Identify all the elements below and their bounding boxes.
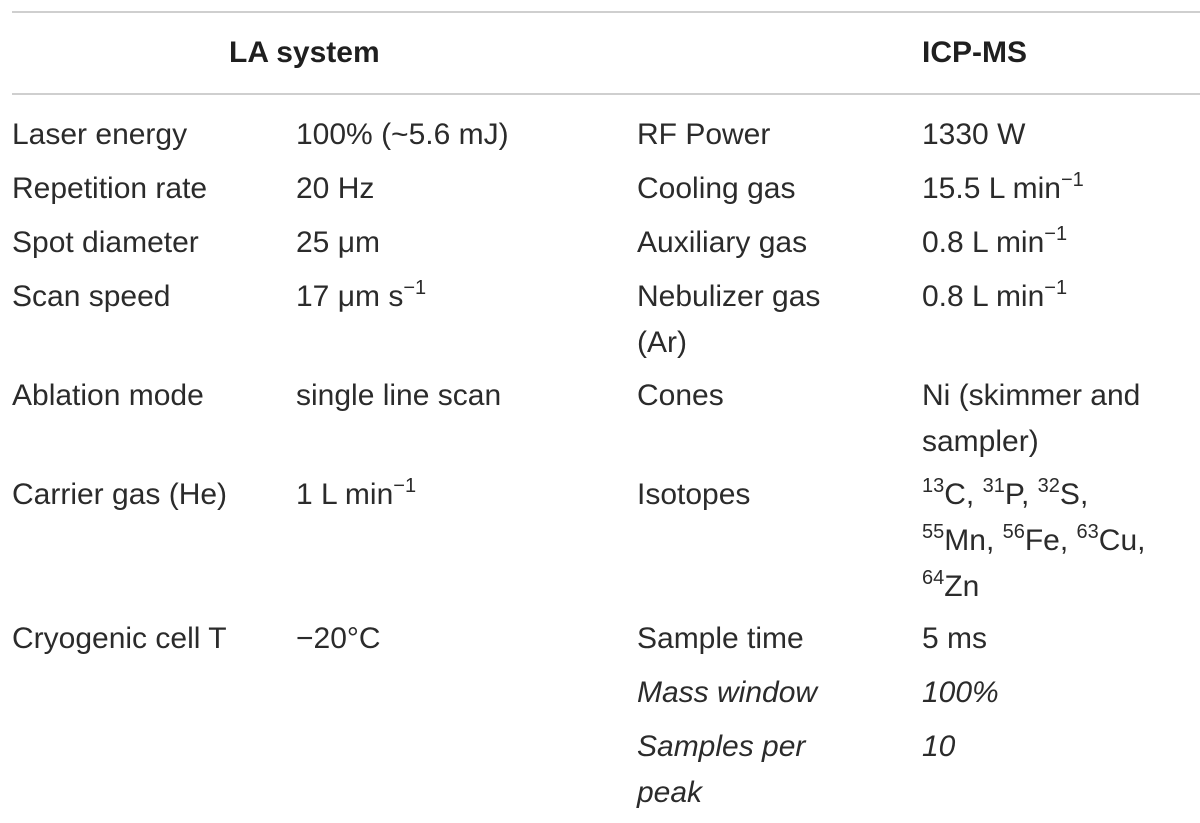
icp-value-rf-power: 1330 W [922,118,1026,151]
scan-speed-value-text: 17 μm s [296,280,404,313]
la-value-ablation-mode: single line scan [296,379,502,412]
isotope-element: C [944,478,966,511]
la-param-cryogenic-cell: Cryogenic cell T [12,622,227,655]
isotope-mass: 55 [922,521,945,543]
la-param-carrier-gas: Carrier gas (He) [12,478,228,511]
isotope-element: Cu [1098,524,1138,557]
icp-value-mass-window: 100% [922,676,999,709]
cooling-gas-exponent: −1 [1060,169,1084,191]
scan-speed-exponent: −1 [403,277,427,299]
icp-param-cooling-gas: Cooling gas [637,172,796,205]
isotope-separator: , [1079,478,1089,511]
isotope-separator: , [985,524,1003,557]
isotope-mass: 64 [922,567,945,589]
auxiliary-gas-value-text: 0.8 L min [922,226,1045,259]
isotope-element: Fe [1024,524,1060,557]
icp-param-auxiliary-gas: Auxiliary gas [637,226,808,259]
nebulizer-gas-value-text: 0.8 L min [922,280,1045,313]
isotope-element: P [1004,478,1021,511]
isotopes-line-2 [922,518,1146,564]
isotopes-line-1 [922,472,1088,518]
icp-param-nebulizer-gas-line2: (Ar) [637,326,687,359]
icp-param-mass-window: Mass window [637,676,818,709]
la-value-scan-speed [296,274,426,320]
icp-param-rf-power: RF Power [637,118,771,151]
isotope-mass: 32 [1037,475,1060,497]
la-system-header: LA system [229,36,380,69]
isotopes-line-3 [922,564,979,610]
auxiliary-gas-exponent: −1 [1044,223,1068,245]
la-value-repetition-rate: 20 Hz [296,172,375,205]
icp-value-auxiliary-gas [922,220,1067,266]
icp-param-samples-per-peak-line2: peak [637,776,703,809]
icp-value-samples-per-peak: 10 [922,730,956,763]
icp-param-samples-per-peak-line1: Samples per [637,730,806,763]
icp-value-sample-time: 5 ms [922,622,988,655]
icp-value-cooling-gas [922,166,1084,212]
icp-value-cones-line1: Ni (skimmer and [922,379,1141,412]
carrier-gas-exponent: −1 [393,475,417,497]
la-value-spot-diameter: 25 μm [296,226,380,259]
isotope-element: Mn [944,524,986,557]
la-param-ablation-mode: Ablation mode [12,379,204,412]
isotope-mass: 56 [1002,521,1025,543]
isotope-separator: , [965,478,983,511]
icp-ms-header: ICP-MS [922,36,1027,69]
isotope-mass: 63 [1076,521,1099,543]
la-param-scan-speed: Scan speed [12,280,171,313]
la-value-laser-energy: 100% (~5.6 mJ) [296,118,509,151]
icp-value-cones-line2: sampler) [922,425,1039,458]
la-value-cryogenic-cell: −20°C [296,622,381,655]
la-param-laser-energy: Laser energy [12,118,188,151]
carrier-gas-value-text: 1 L min [296,478,394,511]
icp-value-nebulizer-gas [922,274,1067,320]
isotope-mass: 31 [982,475,1005,497]
icp-param-sample-time: Sample time [637,622,804,655]
icp-param-cones: Cones [637,379,724,412]
icp-param-nebulizer-gas-line1: Nebulizer gas [637,280,821,313]
isotope-element: S [1059,478,1080,511]
table-top-rule [12,11,1200,13]
isotope-element: Zn [944,570,980,603]
isotope-mass: 13 [922,475,945,497]
la-param-repetition-rate: Repetition rate [12,172,208,205]
isotope-separator: , [1059,524,1077,557]
isotope-separator: , [1137,524,1146,557]
cooling-gas-value-text: 15.5 L min [922,172,1061,205]
la-param-spot-diameter: Spot diameter [12,226,199,259]
nebulizer-gas-exponent: −1 [1044,277,1068,299]
la-value-carrier-gas [296,472,416,518]
header-rule [12,93,1200,95]
isotope-separator: , [1021,478,1038,511]
icp-param-isotopes: Isotopes [637,478,751,511]
